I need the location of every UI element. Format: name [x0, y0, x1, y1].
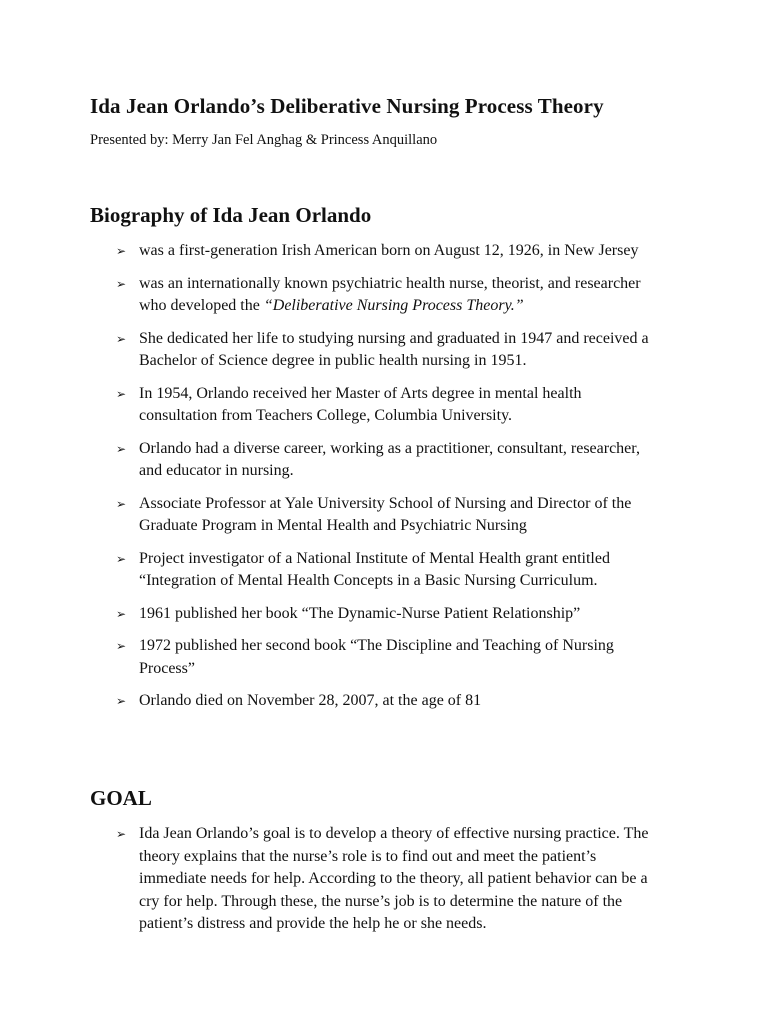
- document-title: Ida Jean Orlando’s Deliberative Nursing Process Theory: [90, 94, 604, 118]
- list-item: [116, 493, 656, 538]
- arrow-bullet-icon: ➢: [116, 827, 127, 841]
- arrow-bullet-icon: ➢: [116, 276, 127, 291]
- list-item: [116, 383, 656, 428]
- list-item-text: Orlando had a diverse career, working as a practitioner, consultant, researcher, and educator in nursing.: [139, 439, 640, 479]
- list-item: [116, 548, 656, 593]
- list-item: [116, 690, 656, 713]
- list-item: [116, 438, 656, 483]
- list-item-text: was a first-generation Irish American born on August 12, 1926, in New Jersey: [139, 242, 639, 259]
- arrow-bullet-icon: ➢: [116, 639, 127, 653]
- presenters-line: Presented by: Merry Jan Fel Anghag & Princess Anquillano: [90, 132, 438, 148]
- biography-list: [116, 240, 656, 723]
- list-item-text: Project investigator of a National Institute of Mental Health grant entitled “Integration of Mental Health Concepts in a Basic Nursing Curriculum.: [139, 549, 610, 589]
- biography-heading: Biography of Ida Jean Orlando: [90, 203, 372, 227]
- arrow-bullet-icon: ➢: [116, 496, 127, 511]
- list-item: [116, 635, 656, 680]
- arrow-bullet-icon: ➢: [116, 331, 127, 346]
- list-item-text: She dedicated her life to studying nursing and graduated in 1947 and received a Bachelor of Science degree in public health nursing in 1951.: [139, 329, 649, 369]
- arrow-bullet-icon: ➢: [116, 606, 127, 621]
- theory-name-italic: “Deliberative Nursing Process Theory.”: [263, 297, 524, 314]
- arrow-bullet-icon: ➢: [116, 244, 127, 258]
- list-item-text: Ida Jean Orlando’s goal is to develop a theory of effective nursing practice. The theory explains that the nurse’s role is to find out and meet the patient’s immediate needs for help. According to the theory, all patient behavior can be a cry for help. Through these, the nurse’s job is to determine the nature of the patient’s distress and provide the help he or she needs.: [139, 825, 649, 932]
- list-item-text: In 1954, Orlando received her Master of Arts degree in mental health consultation from Teachers College, Columbia University.: [139, 384, 582, 424]
- arrow-bullet-icon: ➢: [116, 441, 127, 456]
- goal-list: [116, 823, 656, 936]
- goal-heading: GOAL: [90, 786, 152, 810]
- list-item: [116, 603, 656, 626]
- list-item: [116, 823, 656, 936]
- list-item-text: 1972 published her second book “The Discipline and Teaching of Nursing Process”: [139, 637, 614, 677]
- list-item: [116, 273, 656, 318]
- arrow-bullet-icon: ➢: [116, 551, 127, 566]
- list-item: [116, 240, 656, 263]
- arrow-bullet-icon: ➢: [116, 386, 127, 401]
- list-item-text: Orlando died on November 28, 2007, at the age of 81: [139, 692, 482, 709]
- list-item-text: Associate Professor at Yale University School of Nursing and Director of the Graduate Program in Mental Health and Psychiatric Nursing: [139, 494, 632, 534]
- list-item-text: [139, 273, 656, 318]
- arrow-bullet-icon: ➢: [116, 694, 127, 708]
- list-item-text-plain: was an internationally known psychiatric health nurse, theorist, and researcher who developed the: [139, 274, 641, 314]
- list-item-text: 1961 published her book “The Dynamic-Nurse Patient Relationship”: [139, 604, 581, 622]
- list-item: [116, 328, 656, 373]
